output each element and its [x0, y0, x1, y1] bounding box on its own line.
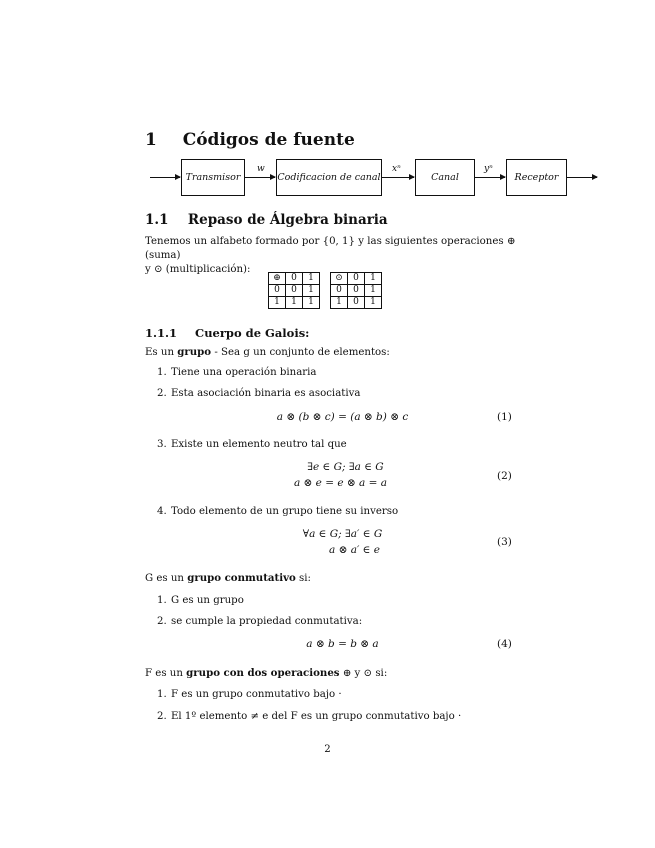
- mul-table-row: [331, 285, 382, 297]
- edge-label-y: yⁿ: [484, 164, 493, 174]
- equation-number-1: (1): [497, 411, 512, 423]
- output-arrow: [567, 177, 597, 178]
- list-number: 1.: [157, 367, 167, 378]
- mul-cell: 1: [365, 285, 382, 297]
- equation-number-4: (4): [497, 638, 512, 650]
- subsubsection-heading: [145, 326, 309, 340]
- equation-2-line-1: ∃e ∈ G; ∃a ∈ G: [307, 461, 384, 473]
- sum-cell: 0: [269, 285, 286, 297]
- list-number: 1.: [157, 595, 167, 606]
- commutative-item-2: se cumple la propiedad conmutativa:: [171, 616, 363, 627]
- group-item-1: Tiene una operación binaria: [171, 367, 317, 378]
- mul-header-cell: ⊙: [331, 273, 348, 285]
- input-arrow: [150, 177, 180, 178]
- page-number: 2: [324, 744, 331, 755]
- field-intro-post: ⊕ y ⊙ si:: [339, 668, 388, 679]
- commutative-intro: [145, 571, 311, 586]
- mul-cell: 1: [365, 297, 382, 309]
- intro-paragraph: [145, 235, 525, 277]
- subsubsection-number: 1.1.1: [145, 326, 178, 340]
- equation-3-line-2: a ⊗ a′ ∈ e: [328, 544, 381, 556]
- mul-cell: 1: [331, 297, 348, 309]
- subsubsection-title: Cuerpo de Galois:: [195, 326, 310, 340]
- mul-cell: 0: [331, 285, 348, 297]
- block-canal: Canal: [415, 159, 475, 196]
- subsection-heading: [145, 212, 388, 228]
- list-number: 1.: [157, 689, 167, 700]
- field-intro-bold: grupo con dos operaciones: [186, 667, 340, 679]
- field-item-2: El 1º elemento ≠ e del F es un grupo conmutativo bajo ·: [171, 711, 462, 722]
- mul-table: [330, 272, 382, 309]
- mul-header-cell: 1: [365, 273, 382, 285]
- subsection-number: 1.1: [145, 212, 169, 228]
- commutative-intro-post: si:: [295, 573, 311, 584]
- group-item-3: Existe un elemento neutro tal que: [171, 439, 347, 450]
- section-number: 1: [145, 130, 157, 150]
- field-intro-pre: F es un: [145, 668, 187, 679]
- edge-label-x: xⁿ: [392, 164, 401, 174]
- edge-label-w: w: [257, 164, 265, 174]
- equation-3-line-1: ∀a ∈ G; ∃a′ ∈ G: [302, 528, 383, 540]
- block-diagram: [0, 0, 655, 210]
- commutative-item-1: G es un grupo: [171, 595, 244, 606]
- sum-header-cell: ⊕: [269, 273, 286, 285]
- equation-number-2: (2): [497, 470, 512, 482]
- list-number: 4.: [157, 506, 167, 517]
- sum-cell: 1: [303, 297, 320, 309]
- list-number: 2.: [157, 388, 167, 399]
- sum-table-row: [269, 297, 320, 309]
- mul-cell: 0: [348, 297, 365, 309]
- equation-number-3: (3): [497, 536, 512, 548]
- list-number: 3.: [157, 439, 167, 450]
- group-intro-post: - Sea g un conjunto de elementos:: [211, 347, 390, 358]
- sum-table: [268, 272, 320, 309]
- equation-2-line-2: a ⊗ e = e ⊗ a = a: [293, 477, 388, 489]
- sum-header-cell: 0: [286, 273, 303, 285]
- group-intro-pre: Es un: [145, 347, 178, 358]
- list-number: 2.: [157, 711, 167, 722]
- edge-arrow-x: [382, 177, 414, 178]
- group-intro: [145, 345, 390, 360]
- field-intro: [145, 666, 387, 681]
- commutative-intro-pre: G es un: [145, 573, 188, 584]
- mul-cell: 0: [348, 285, 365, 297]
- section-title: Códigos de fuente: [182, 130, 355, 150]
- mul-table-header: [331, 273, 382, 285]
- group-item-2: Esta asociación binaria es asociativa: [171, 388, 361, 399]
- intro-line-2: y ⊙ (multiplicación):: [145, 264, 251, 275]
- subsection-title: Repaso de Álgebra binaria: [187, 212, 388, 228]
- block-transmisor: Transmisor: [181, 159, 245, 196]
- sum-cell: 1: [303, 285, 320, 297]
- field-item-1: F es un grupo conmutativo bajo ·: [171, 689, 342, 700]
- equation-1: a ⊗ (b ⊗ c) = (a ⊗ b) ⊗ c: [276, 411, 409, 423]
- list-number: 2.: [157, 616, 167, 627]
- mul-header-cell: 0: [348, 273, 365, 285]
- mul-table-row: [331, 297, 382, 309]
- sum-cell: 0: [286, 285, 303, 297]
- group-intro-bold: grupo: [177, 346, 212, 358]
- edge-arrow-y: [475, 177, 505, 178]
- commutative-intro-bold: grupo conmutativo: [187, 572, 296, 584]
- edge-arrow-w: [245, 177, 275, 178]
- sum-header-cell: 1: [303, 273, 320, 285]
- intro-line-1: Tenemos un alfabeto formado por {0, 1} y las siguientes operaciones ⊕ (suma): [145, 236, 516, 261]
- sum-cell: 1: [269, 297, 286, 309]
- block-codificacion: Codificacion de canal: [276, 159, 382, 196]
- equation-4: a ⊗ b = b ⊗ a: [306, 638, 379, 650]
- group-item-4: Todo elemento de un grupo tiene su inverso: [171, 506, 399, 517]
- sum-table-header: [269, 273, 320, 285]
- sum-cell: 1: [286, 297, 303, 309]
- sum-table-row: [269, 285, 320, 297]
- block-receptor: Receptor: [506, 159, 567, 196]
